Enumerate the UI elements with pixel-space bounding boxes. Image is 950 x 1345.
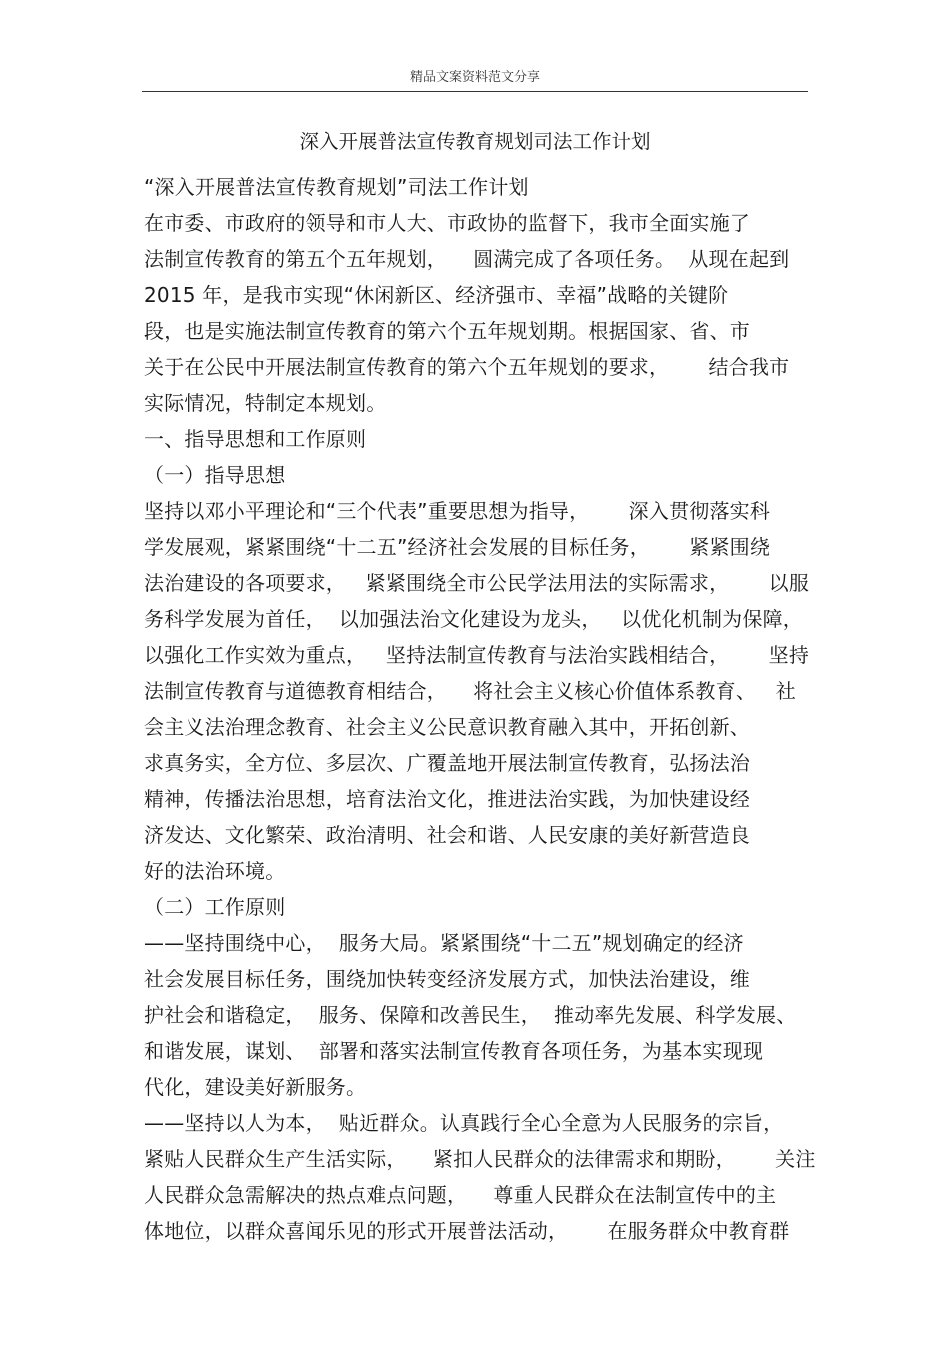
body-line: 在市委、市政府的领导和市人大、市政协的监督下，我市全面实施了 (144, 211, 750, 235)
body-line: 段，也是实施法制宣传教育的第六个五年规划期。根据国家、省、市 (144, 319, 750, 343)
body-line: 好的法治环境。 (144, 859, 286, 883)
body-line: 护社会和谐稳定， 服务、保障和改善民生， 推动率先发展、科学发展、 (144, 1003, 797, 1027)
body-line: 法治建设的各项要求， 紧紧围绕全市公民学法用法的实际需求， 以服 (144, 571, 810, 595)
body-line: ——坚持以人为本， 贴近群众。认真践行全心全意为人民服务的宗旨， (144, 1111, 784, 1135)
subsection-heading: （二）工作原则 (144, 895, 286, 919)
body-line: 求真务实，全方位、多层次、广覆盖地开展法制宣传教育，弘扬法治 (144, 751, 750, 775)
body-line: 法制宣传教育的第五个五年规划， 圆满完成了各项任务。 从现在起到 (144, 247, 790, 271)
body-line: 关于在公民中开展法制宣传教育的第六个五年规划的要求， 结合我市 (144, 355, 790, 379)
body-line: 实际情况，特制定本规划。 (144, 391, 387, 415)
document-body (144, 169, 844, 1249)
body-line: 以强化工作实效为重点， 坚持法制宣传教育与法治实践相结合， 坚持 (144, 643, 810, 667)
body-line: 紧贴人民群众生产生活实际， 紧扣人民群众的法律需求和期盼， 关注 (144, 1147, 816, 1171)
body-line: 2015 年，是我市实现“休闲新区、经济强市、幸福”战略的关键阶 (144, 283, 729, 307)
body-line: 济发达、文化繁荣、政治清明、社会和谐、人民安康的美好新营造良 (144, 823, 750, 847)
body-line: 务科学发展为首任， 以加强法治文化建设为龙头， 以优化机制为保障， (144, 607, 803, 631)
body-line: 人民群众急需解决的热点难点问题， 尊重人民群众在法制宣传中的主 (144, 1183, 777, 1207)
body-line: 体地位，以群众喜闻乐见的形式开展普法活动， 在服务群众中教育群 (144, 1219, 790, 1243)
body-line: 学发展观，紧紧围绕“十二五”经济社会发展的目标任务， 紧紧围绕 (144, 535, 771, 559)
body-line: “深入开展普法宣传教育规划”司法工作计划 (144, 175, 529, 199)
body-line: 坚持以邓小平理论和“三个代表”重要思想为指导， 深入贯彻落实科 (144, 499, 771, 523)
body-line: 精神，传播法治思想，培育法治文化，推进法治实践，为加快建设经 (144, 787, 750, 811)
body-line: 社会发展目标任务，围绕加快转变经济发展方式，加快法治建设，维 (144, 967, 750, 991)
header-divider (142, 91, 808, 92)
body-line: 会主义法治理念教育、社会主义公民意识教育融入其中，开拓创新、 (144, 715, 750, 739)
section-heading: 一、指导思想和工作原则 (144, 427, 367, 451)
body-line: 和谐发展，谋划、 部署和落实法制宣传教育各项任务，为基本实现现 (144, 1039, 764, 1063)
document-title: 深入开展普法宣传教育规划司法工作计划 (299, 130, 651, 153)
body-line: ——坚持围绕中心， 服务大局。紧紧围绕“十二五”规划确定的经济 (144, 931, 744, 955)
body-line: 代化，建设美好新服务。 (144, 1075, 367, 1099)
subsection-heading: （一）指导思想 (144, 463, 286, 487)
body-line: 法制宣传教育与道德教育相结合， 将社会主义核心价值体系教育、 社 (144, 679, 796, 703)
header-text: 精品文案资料范文分享 (409, 70, 540, 85)
